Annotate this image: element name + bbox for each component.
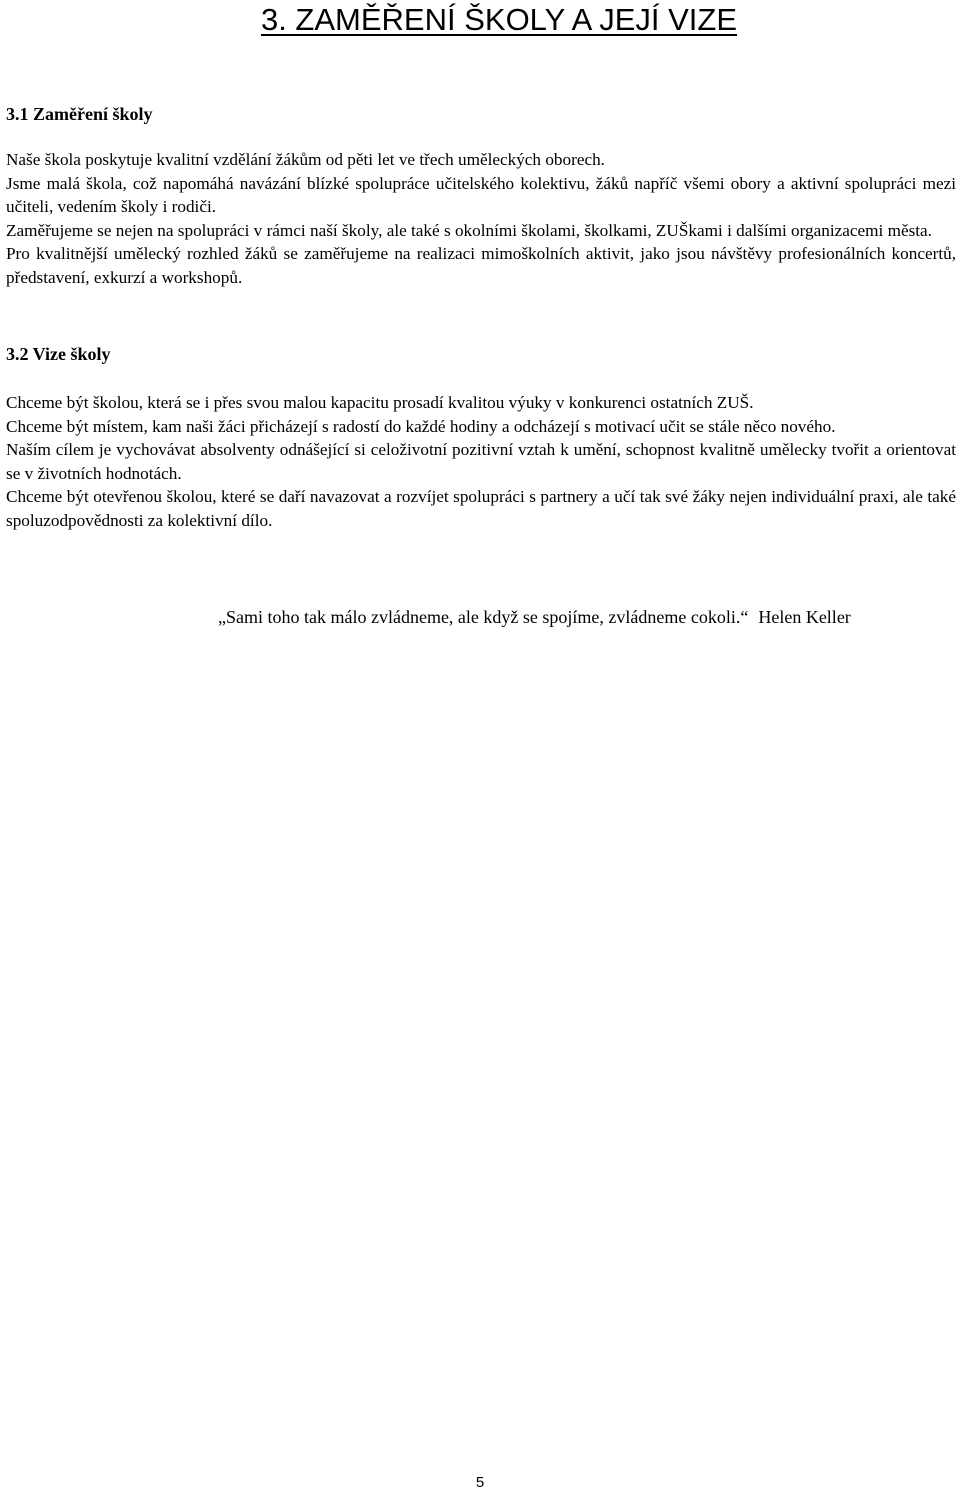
section-heading-focus: 3.1 Zaměření školy <box>6 104 153 124</box>
quote <box>218 605 958 629</box>
section-heading-vision: 3.2 Vize školy <box>6 344 111 364</box>
section-body-focus <box>6 148 956 289</box>
paragraph: Chceme být školou, která se i přes svou malou kapacitu prosadí kvalitou výuky v konkurenci ostatních ZUŠ. <box>6 393 754 412</box>
paragraph: Chceme být místem, kam naši žáci přicházejí s radostí do každé hodiny a odcházejí s motivací učit se stále něco nového. <box>6 416 836 436</box>
section-body-vision <box>6 391 956 532</box>
paragraph: Naše škola poskytuje kvalitní vzdělání žákům od pěti let ve třech uměleckých oborech. <box>6 150 605 169</box>
paragraph: Pro kvalitnější umělecký rozhled žáků se zaměřujeme na realizaci mimoškolních aktivit, jako jsou návštěvy profesionálních koncertů, představení, exkurzí a workshopů. <box>6 244 956 287</box>
page-number: 5 <box>475 1474 485 1491</box>
quote-author: Helen Keller <box>758 607 851 627</box>
page-title: 3. ZAMĚŘENÍ ŠKOLY A JEJÍ VIZE <box>260 2 738 37</box>
paragraph: Jsme malá škola, což napomáhá navázání blízké spolupráce učitelského kolektivu, žáků napříč všemi obory a aktivní spolupráci mezi učiteli, vedením školy i rodiči. <box>6 173 956 216</box>
quote-text: „Sami toho tak málo zvládneme, ale když se spojíme, zvládneme cokoli.“ <box>218 607 749 627</box>
paragraph: Naším cílem je vychovávat absolventy odnášející si celoživotní pozitivní vztah k umění, schopnost kvalitně umělecky tvořit a orientovat se v životních hodnotách. <box>6 440 956 483</box>
paragraph: Zaměřujeme se nejen na spolupráci v rámci naší školy, ale také s okolními školami, školkami, ZUŠkami i dalšími organizacemi města. <box>6 220 932 240</box>
paragraph: Chceme být otevřenou školou, které se daří navazovat a rozvíjet spolupráci s partnery a učí tak své žáky nejen individuální praxi, ale také spoluzodpovědnosti za kolektivní dílo. <box>6 487 956 530</box>
